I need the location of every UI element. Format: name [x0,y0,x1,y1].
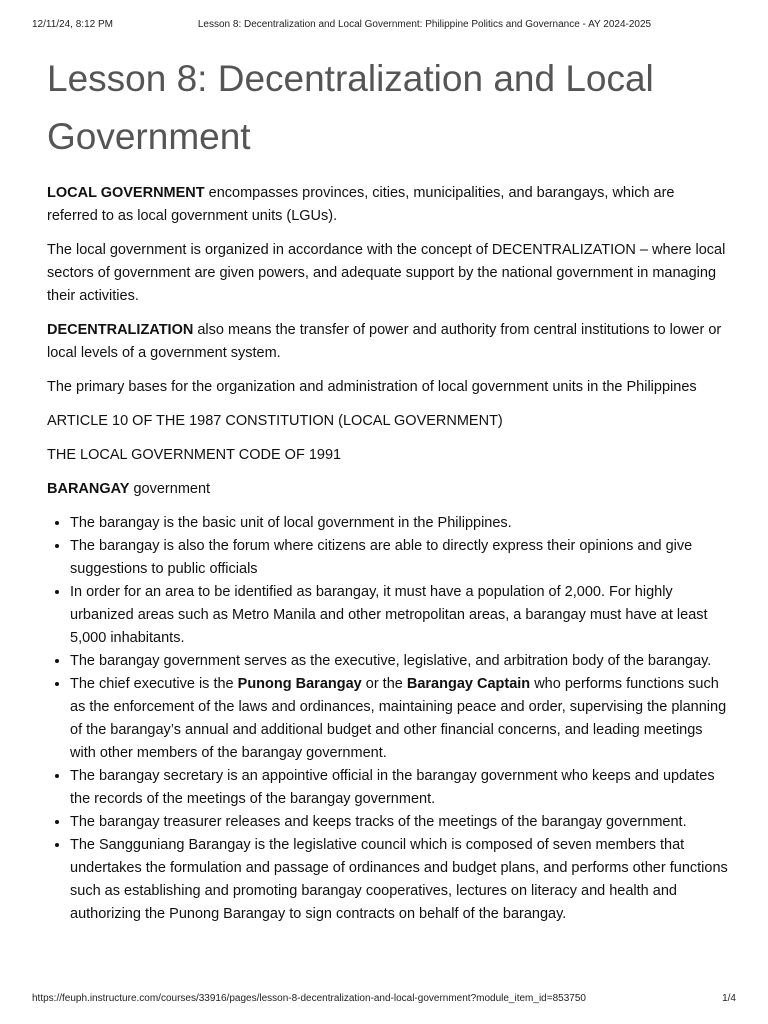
paragraph-decentralization [47,319,728,365]
page-content [47,50,728,926]
list-item-text: or the [361,676,407,692]
term-decentralization: DECENTRALIZATION [47,322,194,338]
list-item: • The barangay is also the forum where citizens are able to directly express their opinions and give suggestions to public officials [70,535,728,581]
term-punong-barangay: Punong Barangay [237,676,362,692]
section-heading-barangay [47,478,728,501]
list-item: • The barangay is the basic unit of local government in the Philippines. [70,512,728,535]
page-title: Lesson 8: Decentralization and Local Government [47,58,654,157]
paragraph-organization: The local government is organized in accordance with the concept of DECENTRALIZATION – where local sectors of government are given powers, and adequate support by the national government in managing their activities. [47,242,726,304]
list-item-text: The chief executive is the [70,676,238,692]
list-item: • The Sangguniang Barangay is the legislative council which is composed of seven members that undertakes the formulation and passage of ordinances and budget plans, and performs other functions such as establishing and promoting barangay cooperatives, lectures on literacy and health and authorizing the Punong Barangay to sign contracts on behalf of the barangay. [70,834,728,926]
list-item: • The barangay government serves as the executive, legislative, and arbitration body of the barangay. [70,650,728,673]
paragraph-text: government [129,481,211,497]
print-datetime: 12/11/24, 8:12 PM [32,19,113,30]
paragraph-text: also means the transfer of power and authority from central institutions to lower or local levels of a government system. [47,322,722,361]
print-footer [32,992,736,1006]
paragraph-article-10: ARTICLE 10 OF THE 1987 CONSTITUTION (LOCAL GOVERNMENT) [47,413,503,429]
term-local-government: LOCAL GOVERNMENT [47,185,205,201]
paragraph-local-government [47,182,728,228]
paragraph-text: encompasses provinces, cities, municipalities, and barangays, which are referred to as local government units (LGUs). [47,185,675,224]
list-item: • The barangay treasurer releases and keeps tracks of the meetings of the barangay government. [70,811,728,834]
barangay-bullet-list [47,512,728,926]
list-item-text: who performs functions such as the enforcement of the laws and ordinances, maintaining peace and order, supervising the planning of the barangay’s annual and additional budget and other financial concerns, and leading meetings with other members of the barangay government. [70,676,727,761]
page-number: 1/4 [722,993,736,1004]
print-header [32,18,736,32]
term-barangay: BARANGAY [47,481,130,497]
print-document-title: Lesson 8: Decentralization and Local Government: Philippine Politics and Governance - AY 2024-2025 [197,19,652,30]
list-item [70,673,728,765]
paragraph-primary-bases: The primary bases for the organization and administration of local government units in the Philippines [47,379,697,395]
list-item: • The barangay secretary is an appointive official in the barangay government who keeps and updates the records of the meetings of the barangay government. [70,765,728,811]
list-item: • In order for an area to be identified as barangay, it must have a population of 2,000. For highly urbanized areas such as Metro Manila and other metropolitan areas, a barangay must have at least 5,000 inhabitants. [70,581,728,650]
paragraph-lgc-1991: THE LOCAL GOVERNMENT CODE OF 1991 [47,447,342,463]
term-barangay-captain: Barangay Captain [406,676,531,692]
print-url: https://feuph.instructure.com/courses/33916/pages/lesson-8-decentralization-and-local-government?module_item_id=853750 [32,993,586,1004]
